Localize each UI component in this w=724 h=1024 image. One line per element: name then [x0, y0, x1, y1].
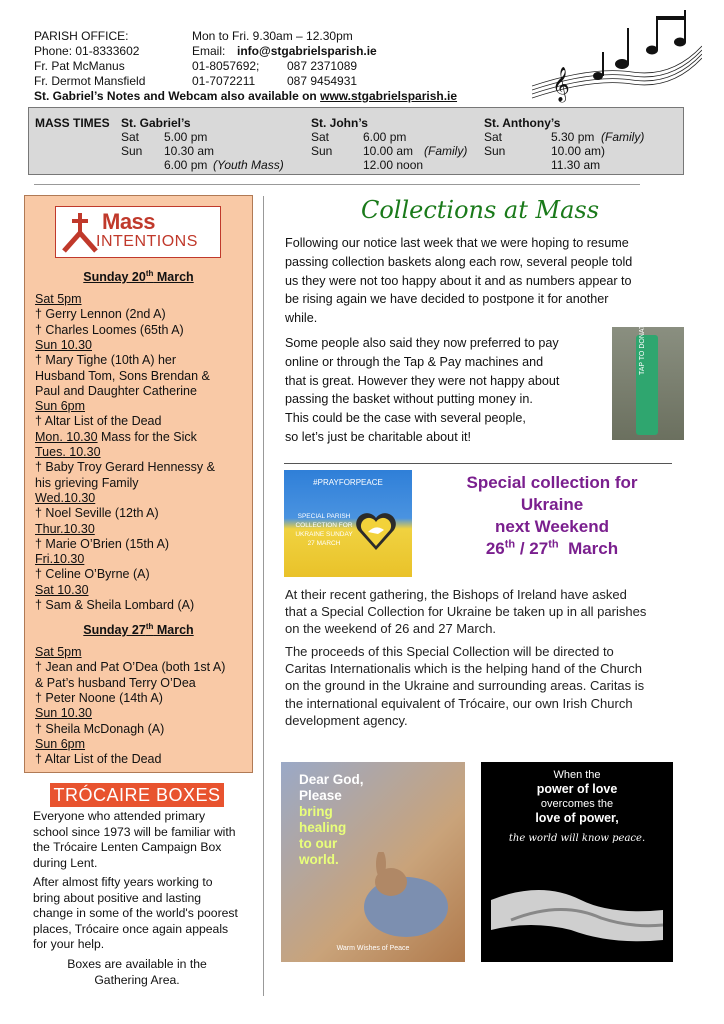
text-line: † Jean and Pat O’Dea (both 1st A) — [35, 660, 226, 675]
office-hours: Mon to Fri. 9.30am – 12.30pm — [192, 29, 353, 43]
text-line: Tues. 10.30 — [35, 445, 101, 459]
priest-phone: 01-7072211 — [192, 74, 256, 88]
text-line: so let’s just be charitable about it! — [285, 430, 471, 444]
text-line: † Mary Tighe (10th A) her — [35, 353, 177, 368]
prayer-image — [281, 762, 465, 962]
mass-intentions-panel — [24, 195, 253, 773]
quote-line: When the — [553, 769, 601, 781]
mass-day: Sat — [311, 130, 330, 144]
priest-mobile: 087 9454931 — [287, 74, 358, 88]
trocaire-paragraph: Everyone who attended primary school since 1973 will be familiar with the Trócaire Lenten Campaign Box during Lent. — [33, 809, 236, 870]
donate-post — [636, 320, 658, 435]
text-line: The proceeds of this Special Collection will be directed to — [285, 644, 614, 659]
text-line: Sun 6pm — [35, 736, 86, 751]
text-line: † Baby Troy Gerard Hennessy & — [35, 460, 215, 475]
mass-day: Sat — [484, 130, 503, 144]
logo-intentions-text: INTENTIONS — [96, 233, 198, 250]
phone-email-row — [34, 44, 377, 59]
office-label: PARISH OFFICE: — [34, 29, 129, 43]
heart-dove-icon — [354, 510, 398, 554]
text-line: At their recent gathering, the Bishops of Ireland have asked — [285, 587, 627, 602]
divider — [284, 463, 672, 464]
day-heading: Sunday 20th March — [83, 268, 194, 284]
text-line: on the weekend of 26 and 27 March. — [285, 621, 497, 636]
church-name: St. Anthony’s — [484, 116, 561, 130]
quote-line: overcomes the — [540, 798, 614, 810]
holding-hands-icon — [491, 870, 663, 950]
text-line: while. — [285, 311, 318, 326]
text-line: † Peter Noone (14th A) — [35, 690, 163, 705]
mass-intentions-logo — [55, 206, 221, 258]
text-line: development agency. — [285, 712, 408, 728]
trocaire-paragraph: Boxes are available in the Gathering Area. — [67, 957, 207, 987]
text-line: be rising again we have decided to postpone it for another — [285, 292, 609, 307]
mass-time: 6.00 pm — [363, 130, 407, 144]
heading-line: Ukraine — [520, 495, 584, 514]
tap-to-donate-image — [612, 320, 684, 440]
church-name: St. Gabriel’s — [121, 116, 191, 130]
image-text: SPECIAL PARISH COLLECTION FOR UKRAINE SUNDAY 27 MARCH — [295, 513, 353, 547]
power-of-love-image — [481, 762, 673, 962]
text-line: Caritas Internationalis which is the helping hand of the Church — [285, 661, 642, 677]
mass-note: (Family) — [601, 130, 645, 144]
priest-name: Fr. Dermot Mansfield — [34, 74, 146, 88]
text-line: his grieving Family — [35, 475, 139, 490]
text-line: † Altar List of the Dead — [35, 752, 162, 767]
mass-times-box — [28, 107, 684, 175]
prayer-caption: Warm Wishes of Peace — [336, 945, 410, 952]
heading-line: Special collection for — [466, 473, 638, 492]
text-line: Thur.10.30 — [35, 521, 95, 536]
logo-mass-text: Mass — [102, 209, 156, 234]
text-line: on the ground in the Ukraine and surrounding areas. Caritas is — [285, 678, 645, 694]
mass-time: 11.30 am — [551, 158, 601, 172]
trocaire-title: TRÓCAIRE BOXES — [50, 783, 224, 807]
mass-time: 10.00 am — [363, 144, 414, 158]
image-hashtag: #PRAYFORPEACE — [313, 478, 383, 487]
mass-time: 6.00 pm — [164, 158, 208, 172]
mass-note: (Family) — [424, 144, 468, 158]
mass-time: 5.30 pm — [551, 130, 595, 144]
quote-text — [481, 768, 673, 846]
text-line: Following our notice last week that we were hoping to resume — [285, 236, 629, 250]
quote-line: power of love — [536, 782, 618, 796]
text-line: the international equivalent of Trócaire, our own Irish Church — [285, 695, 633, 711]
text-line: & Pat’s husband Terry O’Dea — [35, 675, 196, 690]
text-line: Paul and Daughter Catherine — [35, 383, 197, 398]
text-line: Husband Tom, Sons Brendan & — [35, 368, 210, 383]
text-line: Sat 5pm — [35, 292, 82, 306]
text-line: † Celine O’Byrne (A) — [35, 567, 150, 582]
priest-row-2 — [34, 74, 358, 89]
svg-text:𝄞: 𝄞 — [552, 67, 570, 102]
text-line: This could be the case with several people, — [285, 411, 526, 426]
text-line: Sun 10.30 — [35, 706, 92, 721]
divider — [34, 184, 640, 185]
prayer-line: healing — [299, 820, 347, 835]
tap-label: TAP TO DONATE — [639, 320, 646, 375]
column-divider — [263, 196, 264, 996]
priest-phone: 01-8057692; — [192, 59, 260, 73]
mass-times-label: MASS TIMES — [35, 116, 110, 130]
office-hours-row — [34, 29, 353, 44]
ukraine-heading — [432, 472, 672, 560]
prayer-line: bring — [299, 804, 333, 819]
mass-time: 10.00 am) — [551, 144, 606, 158]
text-line: † Marie O’Brien (15th A) — [35, 536, 170, 551]
prayer-line: world. — [299, 852, 339, 867]
mass-day: Sat — [121, 130, 140, 144]
text-line: Sun 10.30 — [35, 337, 92, 352]
prayer-line: Dear God, — [299, 772, 364, 787]
church-name: St. John’s — [311, 116, 368, 130]
webcam-text: St. Gabriel’s Notes and Webcam also available on — [34, 89, 317, 103]
day-heading: Sunday 27th March — [83, 621, 194, 637]
text-line: † Altar List of the Dead — [35, 414, 162, 429]
phone: Phone: 01-8333602 — [34, 44, 140, 58]
heading-line: next Weekend — [494, 517, 609, 536]
text-line: Fri.10.30 — [35, 552, 85, 567]
text-line: online or through the Tap & Pay machines and — [285, 354, 544, 369]
email-link[interactable]: info@stgabrielsparish.ie — [237, 44, 377, 58]
pray-for-peace-image — [284, 470, 412, 577]
heading-dates: 26th / 27th March — [485, 538, 619, 558]
text-line: † Gerry Lennon (2nd A) — [35, 307, 166, 322]
mass-time: 5.00 pm — [164, 130, 208, 144]
text-line: Wed.10.30 — [35, 490, 96, 505]
prayer-line: Please — [299, 788, 342, 803]
mass-day: Sun — [484, 144, 506, 158]
mass-note: (Youth Mass) — [213, 158, 284, 172]
trocaire-paragraph: After almost fifty years working to bring about positive and lasting change in some of the world's poorest places, Trócaire once again appeals for your help. — [33, 875, 238, 951]
quote-line: love of power, — [535, 811, 619, 825]
text-line: Sat 5pm — [35, 645, 82, 659]
priest-row-1 — [34, 59, 358, 74]
text-line: that a Special Collection for Ukraine be taken up in all parishes — [285, 604, 647, 619]
text-line: passing collection baskets along each row, several people told — [285, 254, 633, 269]
collections-title: Collections at Mass — [360, 196, 600, 224]
prayer-line: to our — [299, 836, 338, 851]
email-label: Email: — [192, 44, 226, 58]
text-line: that is great. However they were not happy about — [285, 373, 560, 388]
church-cross-icon — [60, 211, 100, 253]
text-line: Sun 6pm — [35, 399, 86, 414]
text-line: † Sheila McDonagh (A) — [35, 721, 165, 736]
text-line: Sat 10.30 — [35, 582, 89, 597]
quote-line: the world will know peace. — [508, 833, 646, 844]
music-notes-icon — [532, 6, 702, 104]
priest-mobile: 087 2371089 — [287, 59, 358, 73]
text-line: us they were not too happy about it and as numbers appear to — [285, 273, 632, 288]
website-link[interactable]: www.stgabrielsparish.ie — [320, 89, 458, 103]
mass-day: Sun — [311, 144, 333, 158]
text-line: Mon. 10.30 Mass for the Sick — [35, 429, 197, 444]
text-line: † Noel Seville (12th A) — [35, 506, 159, 521]
webcam-notice — [34, 89, 457, 104]
text-line: passing the basket without putting money in. — [285, 392, 533, 407]
praying-bunny-icon — [351, 852, 461, 942]
mass-time: 10.30 am — [164, 144, 215, 158]
text-line: Some people also said they now preferred to pay — [285, 336, 559, 350]
mass-day: Sun — [121, 144, 143, 158]
text-line: † Sam & Sheila Lombard (A) — [35, 598, 195, 612]
priest-name: Fr. Pat McManus — [34, 59, 125, 73]
text-line: † Charles Loomes (65th A) — [35, 322, 184, 337]
mass-time: 12.00 noon — [363, 158, 424, 172]
